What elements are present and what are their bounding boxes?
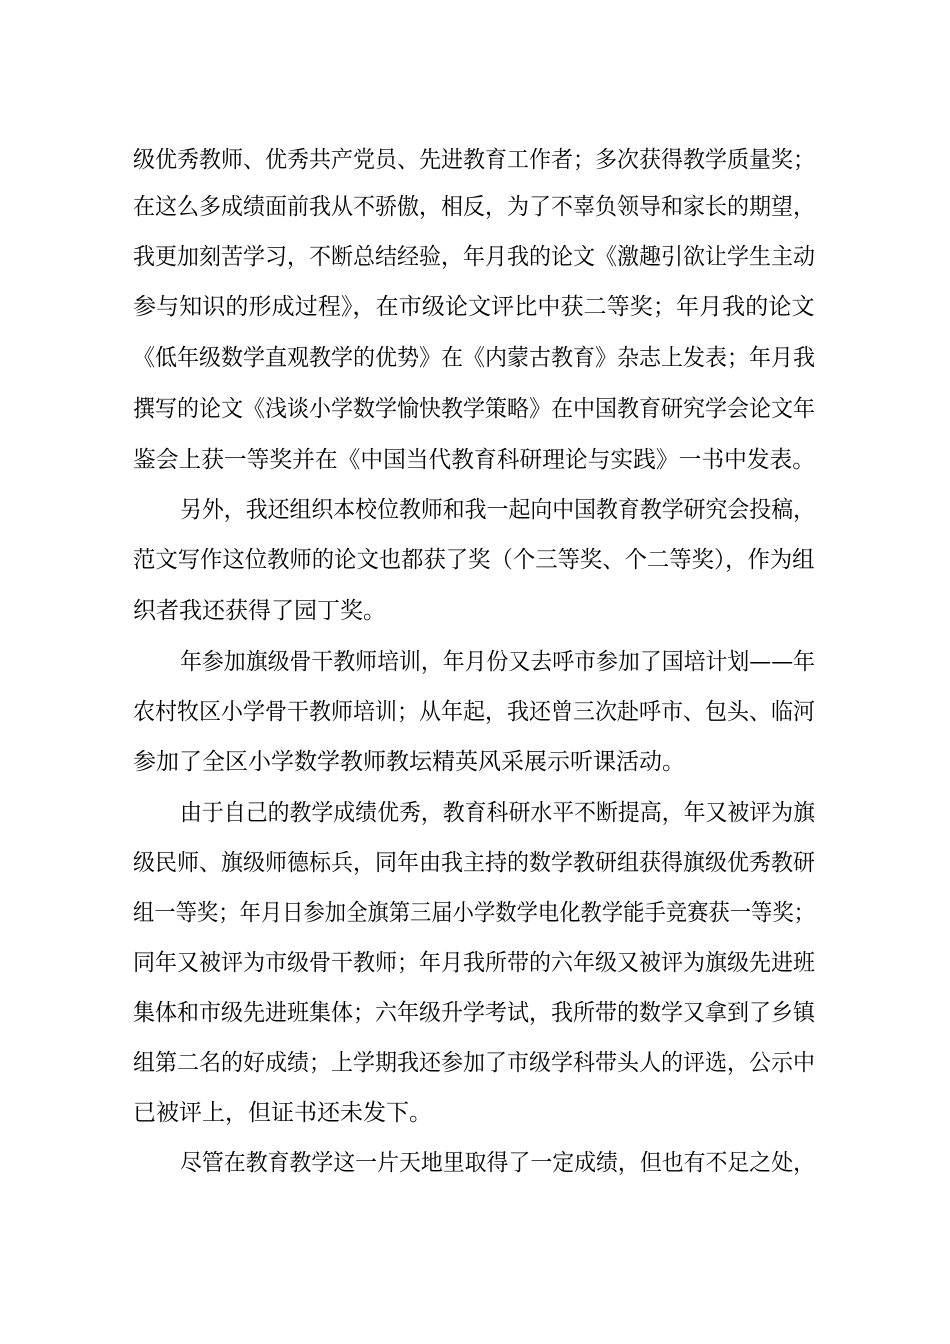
text-line: 《低年级数学直观教学的优势》在《内蒙古教育》杂志上发表；年月我 — [133, 345, 815, 371]
text-line: 年参加旗级骨干教师培训，年月份又去呼市参加了国培计划——年 — [180, 649, 815, 675]
text-line: 由于自己的教学成绩优秀，教育科研水平不断提高，年又被评为旗 — [180, 800, 815, 826]
text-line: 撰写的论文《浅谈小学数学愉快教学策略》在中国教育研究学会论文年 — [133, 396, 815, 422]
text-line: 参与知识的形成过程》，在市级论文评比中获二等奖；年月我的论文 — [133, 294, 815, 320]
text-line: 在这么多成绩面前我从不骄傲，相反，为了不辜负领导和家长的期望， — [133, 194, 815, 220]
text-line: 尽管在教育教学这一片天地里取得了一定成绩，但也有不足之处， — [180, 1150, 815, 1176]
text-line: 组一等奖；年月日参加全旗第三届小学数学电化教学能手竞赛获一等奖； — [133, 900, 815, 926]
text-line: 另外，我还组织本校位教师和我一起向中国教育教学研究会投稿， — [180, 497, 815, 523]
text-line: 织者我还获得了园丁奖。 — [133, 598, 386, 624]
text-line: 我更加刻苦学习，不断总结经验，年月我的论文《激趣引欲让学生主动 — [133, 244, 815, 270]
text-line: 级民师、旗级师德标兵，同年由我主持的数学教研组获得旗级优秀教研 — [133, 850, 815, 876]
text-line: 农村牧区小学骨干教师培训；从年起，我还曾三次赴呼市、包头、临河 — [133, 699, 815, 725]
text-line: 组第二名的好成绩；上学期我还参加了市级学科带头人的评选，公示中 — [133, 1050, 815, 1076]
text-line: 范文写作这位教师的论文也都获了奖（个三等奖、个二等奖），作为组 — [133, 547, 815, 573]
text-line: 参加了全区小学数学教师教坛精英风采展示听课活动。 — [133, 749, 685, 775]
text-line: 已被评上，但证书还未发下。 — [133, 1100, 432, 1126]
text-line: 集体和市级先进班集体；六年级升学考试，我所带的数学又拿到了乡镇 — [133, 1000, 815, 1026]
text-line: 级优秀教师、优秀共产党员、先进教育工作者；多次获得教学质量奖； — [133, 147, 815, 173]
text-line: 同年又被评为市级骨干教师；年月我所带的六年级又被评为旗级先进班 — [133, 950, 815, 976]
text-line: 鉴会上获一等奖并在《中国当代教育科研理论与实践》一书中发表。 — [133, 447, 815, 473]
